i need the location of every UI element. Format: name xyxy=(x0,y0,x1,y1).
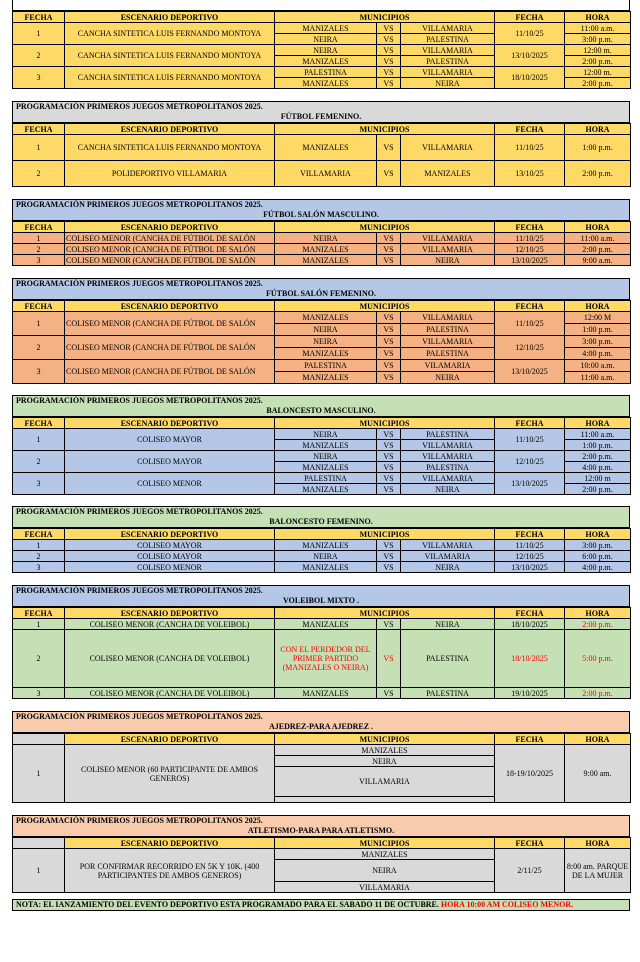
table-header: ESCENARIO DEPORTIVO MUNICIPIOS FECHA HORA xyxy=(13,734,631,745)
note-highlight: HORA 10:00 AM COLISEO MENOR. xyxy=(440,900,574,909)
section-title-line2: FÚTBOL FEMENINO. xyxy=(280,112,362,121)
section-baloncesto-masculino xyxy=(12,417,631,495)
section-title xyxy=(12,101,630,123)
table-row: 1 CANCHA SINTETICA LUIS FERNANDO MONTOYA MANIZALES VS VILLAMARIA 11/10/25 1:00 p.m. xyxy=(13,135,631,161)
col-escenario: ESCENARIO DEPORTIVO xyxy=(65,12,275,23)
section-futsal-masculino xyxy=(12,221,631,266)
table-row: 2 POLIDEPORTIVO VILLAMARIA VILLAMARIA VS MANIZALES 13/10/25 2:00 p.m. xyxy=(13,161,631,187)
table-row: VILLAMARIA xyxy=(13,767,631,797)
table-row: 2 CANCHA SINTETICA LUIS FERNANDO MONTOYA NEIRA VS VILLAMARIA 13/10/2025 12:00 m. xyxy=(13,45,631,56)
table-row: MANIZALES VS NEIRA 2:00 p.m. xyxy=(13,78,631,89)
note-text: NOTA: EL IANZAMIENTO DEL EVENTO DEPORTIVO ESTA PROGRAMADO PARA EL SABADO 11 DE OCTUBRE. xyxy=(16,900,439,909)
section-title: PROGRAMACIÓN PRIMEROS JUEGOS METROPOLITANOS 2025. BALONCESTO MASCULINO. xyxy=(12,395,630,417)
table-row: 2 COLISEO MENOR (CANCHA DE FÚTBOL DE SALÓN MANIZALES VS VILLAMARIA 12/10/25 2:00 p.m. xyxy=(13,244,631,255)
table-row: 1 COLISEO MAYOR NEIRA VS PALESTINA 11/10/25 11:00 a.m. xyxy=(13,429,631,440)
table-row: 1 COLISEO MENOR (60 PARTICIPANTE DE AMBOS GENEROS) MANIZALES 18-19/10/2025 9:00 am. xyxy=(13,745,631,756)
table-row: MANIZALES VS PALESTINA 2:00 p.m. xyxy=(13,56,631,67)
section-title: PROGRAMACIÓN PRIMEROS JUEGOS METROPOLITANOS 2025. AJEDREZ-PARA AJEDREZ . xyxy=(12,711,630,733)
section-futsal-femenino xyxy=(12,300,631,384)
event-note xyxy=(12,899,630,911)
schedule-page xyxy=(12,0,630,911)
table-row: MANIZALES VS PALESTINA 4:00 p.m. xyxy=(13,462,631,473)
col-hora: HORA xyxy=(565,12,631,23)
section-title: PROGRAMACIÓN PRIMEROS JUEGOS METROPOLITANOS 2025. FÚTBOL SALÓN FEMENINO. xyxy=(12,278,630,300)
section-title-line1: PROGRAMACIÓN PRIMEROS JUEGOS METROPOLITANOS 2025. xyxy=(16,102,263,111)
table-header: FECHA ESCENARIO DEPORTIVO MUNICIPIOS FECHA HORA xyxy=(13,124,631,135)
table-row: MANIZALES VS NEIRA 11:00 a.m. xyxy=(13,372,631,384)
table-row: NEIRA xyxy=(13,756,631,767)
table-row: MANIZALES VS NEIRA 2:00 p.m. xyxy=(13,484,631,495)
table-header: FECHA ESCENARIO DEPORTIVO MUNICIPIOS FECHA HORA xyxy=(13,608,631,619)
top-strip xyxy=(12,0,630,11)
table-row: 1 COLISEO MENOR (CANCHA DE FÚTBOL DE SALÓN MANIZALES VS VILLAMARIA 11/10/25 12:00 M xyxy=(13,312,631,324)
table-row: 3 COLISEO MENOR PALESTINA VS VILLAMARIA 13/10/2025 12:00 m xyxy=(13,473,631,484)
table-row: 3 COLISEO MENOR MANIZALES VS NEIRA 13/10/2025 4:00 p.m. xyxy=(13,562,631,573)
table-row: 3 CANCHA SINTETICA LUIS FERNANDO MONTOYA PALESTINA VS VILLAMARIA 18/10/2025 12:00 m. xyxy=(13,67,631,78)
table-row: MANIZALES VS PALESTINA 4:00 p.m. xyxy=(13,348,631,360)
section-baloncesto-femenino xyxy=(12,528,631,573)
table-header: FECHA ESCENARIO DEPORTIVO MUNICIPIOS FECHA HORA xyxy=(13,301,631,312)
table-row: 1 COLISEO MENOR (CANCHA DE FÚTBOL DE SALÓN NEIRA VS VILLAMARIA 11/10/25 11:00 a.m. xyxy=(13,233,631,244)
table-row: 2 COLISEO MAYOR NEIRA VS VILAMARIA 12/10/25 6:00 p.m. xyxy=(13,551,631,562)
table-header: FECHA ESCENARIO DEPORTIVO MUNICIPIOS FECHA HORA xyxy=(13,222,631,233)
col-municipios: MUNICIPIOS xyxy=(275,12,495,23)
section-voleibol-mixto xyxy=(12,607,631,699)
section-ajedrez xyxy=(12,733,631,803)
section-title: PROGRAMACIÓN PRIMEROS JUEGOS METROPOLITANOS 2025. FÚTBOL SALÓN MASCULINO. xyxy=(12,199,630,221)
table-header: FECHA ESCENARIO DEPORTIVO MUNICIPIOS FECHA HORA xyxy=(13,418,631,429)
table-header: FECHA ESCENARIO DEPORTIVO MUNICIPIOS FECHA HORA xyxy=(13,529,631,540)
table-row: 1 POR CONFIRMAR RECORRIDO EN 5K Y 10K. (400 PARTICIPANTES DE AMBOS GENEROS) MANIZALES 2/11/25 8:00 am. PARQUE DE LA MUJER xyxy=(13,849,631,860)
section-futbol-femenino xyxy=(12,123,631,187)
col-fecha: FECHA xyxy=(13,12,65,23)
table-header: ESCENARIO DEPORTIVO MUNICIPIOS FECHA HORA xyxy=(13,838,631,849)
section-futbol-masculino xyxy=(12,11,631,89)
section-title: PROGRAMACIÓN PRIMEROS JUEGOS METROPOLITANOS 2025. ATLETISMO-PARA PARA ATLETISMO. xyxy=(12,815,630,837)
table-header xyxy=(13,12,631,23)
table-row: 2 COLISEO MENOR (CANCHA DE FÚTBOL DE SALÓN NEIRA VS VILLAMARIA 12/10/25 3:00 p.m. xyxy=(13,336,631,348)
table-row: NEIRA xyxy=(13,860,631,882)
section-title: PROGRAMACIÓN PRIMEROS JUEGOS METROPOLITANOS 2025. BALONCESTO FEMENINO. xyxy=(12,506,630,528)
table-row: 2 COLISEO MAYOR NEIRA VS VILLAMARIA 12/10/25 2:00 p.m. xyxy=(13,451,631,462)
table-row: MANIZALES VS VILLAMARIA 1:00 p.m. xyxy=(13,440,631,451)
table-row: 3 COLISEO MENOR (CANCHA DE FÚTBOL DE SALÓN PALESTINA VS VILAMARIA 13/10/2025 10:00 a.m. xyxy=(13,360,631,372)
table-row: NEIRA VS PALESTINA 1:00 p.m. xyxy=(13,324,631,336)
section-title: PROGRAMACIÓN PRIMEROS JUEGOS METROPOLITANOS 2025. VOLEIBOL MIXTO . xyxy=(12,585,630,607)
section-atletismo xyxy=(12,837,631,893)
table-row: NEIRA VS PALESTINA 3:00 p.m. xyxy=(13,34,631,45)
table-row: VILLAMARIA xyxy=(13,882,631,893)
table-row: 2 COLISEO MENOR (CANCHA DE VOLEIBOL) CON EL PERDEDOR DEL PRIMER PARTIDO (MANIZALES O NEIRA) VS PALESTINA 18/10/2025 5:00 p.m. xyxy=(13,630,631,688)
table-row: 3 COLISEO MENOR (CANCHA DE FÚTBOL DE SALÓN MANIZALES VS NEIRA 13/10/2025 9:00 a.m. xyxy=(13,255,631,266)
table-row: 1 CANCHA SINTETICA LUIS FERNANDO MONTOYA MANIZALES VS VILLAMARIA 11/10/25 11:00 a.m. xyxy=(13,23,631,34)
table-row: 3 COLISEO MENOR (CANCHA DE VOLEIBOL) MANIZALES VS PALESTINA 19/10/2025 2:00 p.m. xyxy=(13,688,631,699)
col-fecha-date: FECHA xyxy=(495,12,565,23)
table-row: 1 COLISEO MAYOR MANIZALES VS VILLAMARIA 11/10/25 3:00 p.m. xyxy=(13,540,631,551)
table-row: 1 COLISEO MENOR (CANCHA DE VOLEIBOL) MANIZALES VS NEIRA 18/10/2025 2:00 p.m. xyxy=(13,619,631,630)
